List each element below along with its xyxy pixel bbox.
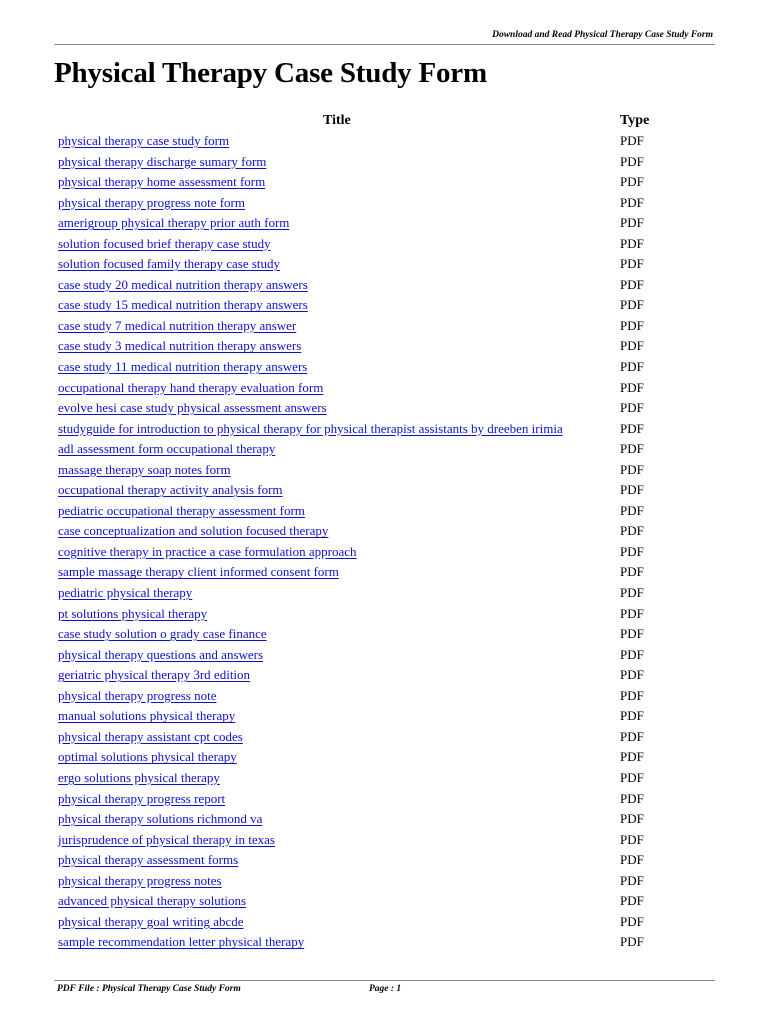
document-type-label: PDF — [620, 872, 644, 888]
list-item — [58, 768, 678, 789]
document-type-label: PDF — [620, 420, 644, 436]
list-item — [58, 378, 678, 399]
list-item — [58, 131, 678, 152]
column-header-title: Title — [323, 113, 351, 128]
document-title-link[interactable]: physical therapy progress note form — [58, 194, 246, 210]
document-type-label: PDF — [620, 913, 644, 929]
document-type-label: PDF — [620, 379, 644, 395]
document-title-link[interactable]: ergo solutions physical therapy — [58, 769, 220, 785]
document-type-label: PDF — [620, 893, 644, 909]
list-item — [58, 932, 678, 953]
document-title-link[interactable]: physical therapy case study form — [58, 133, 230, 148]
list-item — [58, 624, 678, 645]
list-item — [58, 542, 678, 563]
document-title-link[interactable]: physical therapy progress note — [58, 687, 217, 703]
document-type-label: PDF — [620, 831, 644, 847]
document-title-link[interactable]: pt solutions physical therapy — [58, 605, 208, 621]
document-title-link[interactable]: occupational therapy hand therapy evaluation form — [58, 379, 324, 395]
document-title-link[interactable]: advanced physical therapy solutions — [58, 893, 247, 909]
document-type-label: PDF — [620, 626, 644, 642]
list-item — [58, 686, 678, 707]
list-item — [58, 891, 678, 912]
document-title-link[interactable]: cognitive therapy in practice a case formulation approach — [58, 543, 357, 559]
document-type-label: PDF — [620, 133, 644, 148]
document-type-label: PDF — [620, 543, 644, 559]
document-type-label: PDF — [620, 256, 644, 272]
document-type-label: PDF — [620, 934, 644, 950]
document-type-label: PDF — [620, 441, 644, 457]
list-item — [58, 830, 678, 851]
list-item — [58, 665, 678, 686]
document-title-link[interactable]: case study 20 medical nutrition therapy answers — [58, 276, 308, 292]
document-type-label: PDF — [620, 605, 644, 621]
header-divider — [54, 44, 715, 45]
document-title-link[interactable]: case study 11 medical nutrition therapy answers — [58, 359, 308, 375]
document-type-label: PDF — [620, 667, 644, 683]
document-type-label: PDF — [620, 235, 644, 251]
column-header-type: Type — [620, 113, 650, 128]
document-type-label: PDF — [620, 400, 644, 416]
list-item — [58, 706, 678, 727]
list-item — [58, 357, 678, 378]
document-type-label: PDF — [620, 276, 644, 292]
list-item — [58, 604, 678, 625]
document-title-link[interactable]: physical therapy progress report — [58, 790, 226, 806]
document-type-label: PDF — [620, 215, 644, 231]
list-item — [58, 234, 678, 255]
document-title-link[interactable]: pediatric physical therapy — [58, 585, 193, 601]
list-item — [58, 809, 678, 830]
document-title-link[interactable]: studyguide for introduction to physical therapy for physical therapist assistants by dreeben irimia — [58, 420, 563, 436]
page-title: Physical Therapy Case Study Form — [54, 57, 487, 89]
document-type-label: PDF — [620, 811, 644, 827]
document-title-link[interactable]: physical therapy discharge sumary form — [58, 153, 267, 169]
document-title-link[interactable]: evolve hesi case study physical assessment answers — [58, 400, 327, 416]
document-type-label: PDF — [620, 174, 644, 190]
document-title-link[interactable]: solution focused family therapy case study — [58, 256, 281, 272]
list-item — [58, 316, 678, 337]
list-item — [58, 645, 678, 666]
document-type-label: PDF — [620, 749, 644, 765]
list-item — [58, 336, 678, 357]
document-title-link[interactable]: geriatric physical therapy 3rd edition — [58, 667, 251, 683]
document-type-label: PDF — [620, 646, 644, 662]
footer-divider — [54, 980, 715, 981]
document-title-link[interactable]: case study 15 medical nutrition therapy answers — [58, 297, 308, 313]
document-title-link[interactable]: amerigroup physical therapy prior auth form — [58, 215, 290, 231]
document-title-link[interactable]: pediatric occupational therapy assessment form — [58, 502, 305, 518]
document-title-link[interactable]: case study 7 medical nutrition therapy answer — [58, 317, 297, 333]
list-item — [58, 727, 678, 748]
document-title-link[interactable]: massage therapy soap notes form — [58, 461, 231, 477]
document-type-label: PDF — [620, 338, 644, 354]
list-item — [58, 480, 678, 501]
list-item — [58, 152, 678, 173]
document-type-label: PDF — [620, 461, 644, 477]
list-item — [58, 172, 678, 193]
document-title-link[interactable]: optimal solutions physical therapy — [58, 749, 237, 765]
document-type-label: PDF — [620, 317, 644, 333]
document-type-label: PDF — [620, 852, 644, 868]
document-title-link[interactable]: physical therapy questions and answers — [58, 646, 264, 662]
list-item — [58, 912, 678, 933]
document-type-label: PDF — [620, 687, 644, 703]
list-item — [58, 439, 678, 460]
list-item — [58, 501, 678, 522]
document-type-label: PDF — [620, 790, 644, 806]
document-type-label: PDF — [620, 153, 644, 169]
document-title-link[interactable]: physical therapy assessment forms — [58, 852, 239, 868]
list-item — [58, 521, 678, 542]
document-title-link[interactable]: solution focused brief therapy case study — [58, 235, 271, 251]
document-title-link[interactable]: case study solution o grady case finance — [58, 626, 267, 642]
document-type-label: PDF — [620, 359, 644, 375]
document-title-link[interactable]: case study 3 medical nutrition therapy answers — [58, 338, 302, 354]
document-title-link[interactable]: physical therapy assistant cpt codes — [58, 728, 243, 744]
list-item — [58, 850, 678, 871]
document-list — [58, 131, 678, 953]
document-title-link[interactable]: physical therapy goal writing abcde — [58, 913, 244, 929]
document-type-label: PDF — [620, 297, 644, 313]
list-item — [58, 747, 678, 768]
document-title-link[interactable]: physical therapy home assessment form — [58, 174, 266, 190]
document-title-link[interactable]: sample recommendation letter physical therapy — [58, 934, 305, 950]
document-type-label: PDF — [620, 564, 644, 580]
document-type-label: PDF — [620, 482, 644, 498]
document-type-label: PDF — [620, 502, 644, 518]
list-item — [58, 460, 678, 481]
list-item — [58, 254, 678, 275]
list-item — [58, 871, 678, 892]
list-item — [58, 562, 678, 583]
list-item — [58, 275, 678, 296]
document-type-label: PDF — [620, 769, 644, 785]
document-title-link[interactable]: occupational therapy activity analysis form — [58, 482, 283, 498]
list-item — [58, 419, 678, 440]
document-type-label: PDF — [620, 194, 644, 210]
document-title-link[interactable]: adl assessment form occupational therapy — [58, 441, 276, 457]
list-item — [58, 213, 678, 234]
document-type-label: PDF — [620, 523, 644, 539]
running-header: Download and Read Physical Therapy Case Study Form — [492, 30, 713, 40]
document-type-label: PDF — [620, 585, 644, 601]
document-type-label: PDF — [620, 708, 644, 724]
document-title-link[interactable]: sample massage therapy client informed consent form — [58, 564, 339, 580]
document-title-link[interactable]: physical therapy solutions richmond va — [58, 811, 263, 827]
footer-file-label: PDF File : Physical Therapy Case Study Form — [57, 984, 241, 994]
document-type-label: PDF — [620, 728, 644, 744]
list-item — [58, 789, 678, 810]
document-title-link[interactable]: physical therapy progress notes — [58, 872, 222, 888]
list-item — [58, 583, 678, 604]
document-title-link[interactable]: case conceptualization and solution focused therapy — [58, 523, 329, 539]
list-item — [58, 398, 678, 419]
document-title-link[interactable]: manual solutions physical therapy — [58, 708, 236, 724]
footer-page-number: Page : 1 — [369, 984, 402, 994]
document-title-link[interactable]: jurisprudence of physical therapy in texas — [58, 831, 275, 847]
list-item — [58, 193, 678, 214]
list-item — [58, 295, 678, 316]
